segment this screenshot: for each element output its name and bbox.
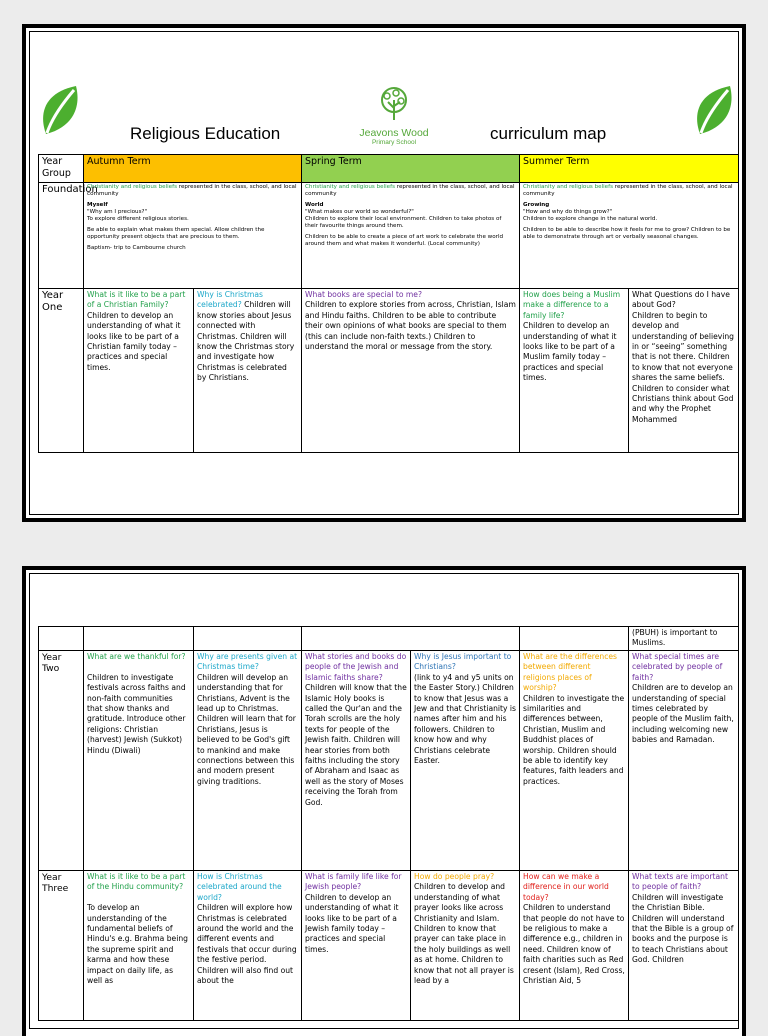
autumn-line3: Baptism- trip to Cambourne church: [87, 245, 186, 251]
year1-spring-question: What books are special to me?: [305, 290, 422, 299]
blank-cell: [39, 627, 84, 651]
autumn-term-header: Autumn Term: [84, 155, 302, 183]
year3-c2-question: How is Christmas celebrated around the world?: [197, 872, 282, 902]
year2-c6-question: What special times are celebrated by people of faith?: [632, 652, 723, 682]
page-title-left: Religious Education: [130, 124, 281, 143]
year3-c3-cell: [302, 871, 411, 1021]
year1-summer2-question: What Questions do I have about God?: [632, 290, 730, 310]
year2-c4-text: (link to y4 and y5 units on the Easter Story.) Children to know that Jesus was a Jew and that Christianity is names after him and his followers. Children to know how and why Christians celebrate Easter.: [414, 672, 516, 766]
autumn-question: "Why am I precious?": [87, 209, 148, 215]
year2-c3-text: Children will know that the Islamic Holy books is called the Qur'an and the Torah scrolls are the holy texts for people of the Jewish faith. Children will hear stories from both faiths including the story of Abraham and Isaac as well as the story of Moses receiving the Torah from God.: [305, 683, 407, 807]
year3-c6-question: What texts are important to people of faith?: [632, 872, 728, 892]
year3-c6-text: Children will investigate the Christian Bible. Children will understand that the Bible is a group of books and the purpose is to teach Christians about God. Children: [632, 892, 734, 965]
year3-c1-question: What is it like to be a part of the Hindu community?: [87, 872, 186, 892]
school-name: Jeavons Wood: [359, 127, 429, 139]
blank-cell: [302, 627, 520, 651]
year3-c3-question: What is family life like for Jewish people?: [305, 872, 402, 892]
foundation-label: Foundation: [39, 183, 84, 289]
year2-c1-text: Children to investigate festivals across faiths and non-faith communities that show thanks and gratitude. Introduce other religions: Christian (harvest) Jewish (Sukkot) Hindu (Diwali): [87, 672, 186, 755]
year3-c4-text: Children to develop and understanding of what prayer looks like across Christianity and Islam. Children to know that prayer can take place in the holy buildings as well as at home. Children to know that not all prayer is lead by a: [414, 882, 514, 986]
year2-c2-cell: [194, 651, 302, 871]
year3-c4-question: How do people pray?: [414, 872, 495, 881]
summer-line1: Children to explore change in the natural world.: [523, 216, 658, 222]
school-subtitle: Primary School: [371, 139, 417, 146]
school-logo: [348, 86, 440, 150]
year-three-label: Year Three: [39, 871, 84, 1021]
year3-c5-cell: [520, 871, 629, 1021]
year3-c2-text: Children will explore how Christmas is celebrated around the world and the different events and festivals that occur during the festive period. Children will also find out about the: [197, 903, 297, 986]
foundation-autumn-cell: [84, 183, 302, 289]
summer-term-header: Summer Term: [520, 155, 739, 183]
year2-c4-question: Why is Jesus important to Christians?: [414, 652, 512, 672]
autumn-lead: Christianity and religious beliefs: [87, 184, 177, 190]
spring-line2: Children to be able to create a piece of art work to celebrate the world around them and what makes it wonderful. (Local community): [305, 234, 504, 247]
year1-summer2-text: Children to begin to develop and understanding of believing in or “seeing” something that is not there. Children to know that not everyone shares the same beliefs. Children to consider what Christians think about God and why the Prophet Mohammed: [632, 310, 734, 424]
summer-lead-rest: represented in the class, school, and local community: [523, 184, 733, 197]
autumn-line1: To explore different religious stories.: [87, 216, 189, 222]
page-two: [22, 566, 746, 1036]
year3-c5-text: Children to understand that people do not have to be religious to make a difference e.g., children in need. Children know of faith charities such as Red cresent (Islam), Red Cross, Christian Aid, 5: [523, 903, 625, 986]
spring-line1: Children to explore their local environment. Children to take photos of their favourite things around them.: [305, 216, 502, 229]
year-two-label: Year Two: [39, 651, 84, 871]
summer-line2: Children to be able to describe how it feels for me to grow? Children to be able to demonstrate through art or verbally seasonal changes.: [523, 227, 731, 240]
year1-autumn1-cell: [84, 289, 194, 453]
year2-c2-question: Why are presents given at Christmas time?: [197, 652, 298, 672]
year2-c5-cell: [520, 651, 629, 871]
year3-c3-text: Children to develop an understanding of what it looks like to be part of a Jewish family today – practices and special times.: [305, 892, 399, 954]
foundation-spring-cell: [302, 183, 520, 289]
year2-c2-text: Children will develop an understanding that for Christians, Advent is the lead up to Christmas. Children will learn that for Christians, Jesus is believed to be God's gift to mankind and make connections between this and modern present giving traditions.: [197, 672, 296, 786]
foundation-summer-cell: [520, 183, 739, 289]
summer-question: "How and why do things grow?": [523, 209, 613, 215]
year1-summer2-cell: [629, 289, 739, 453]
year2-c5-question: What are the differences between different religions places of worship?: [523, 652, 618, 693]
tree-icon: [374, 86, 414, 124]
year3-c1-text: To develop an understanding of the fundamental beliefs of Hindu's e.g. Brahma being the supreme spirit and karma and how these impact on daily life, as well as: [87, 903, 188, 986]
spring-question: "What makes our world so wonderful?": [305, 209, 414, 215]
year1-summer1-cell: [520, 289, 629, 453]
spring-term-header: Spring Term: [302, 155, 520, 183]
year2-c1-question: What are we thankful for?: [87, 652, 186, 661]
year2-c5-text: Children to investigate the similarities and differences between, Christian, Muslim and Buddhist places of worship. Children should be able to identify key features, faith leaders and practices.: [523, 693, 625, 786]
year1-summer1-question: How does being a Muslim make a difference to a family life?: [523, 290, 621, 320]
summer-lead: Christianity and religious beliefs: [523, 184, 614, 190]
leaf-right-icon: [690, 84, 736, 138]
year1-autumn2-text: Children will know stories about Jesus connected with Christmas. Children will know the Christmas story and investigate how Christmas is celebrated by Christians.: [197, 300, 295, 383]
autumn-topic: Myself: [87, 202, 108, 208]
spring-lead-rest: represented in the class, school, and local community: [305, 184, 515, 197]
year3-c2-cell: [194, 871, 302, 1021]
leaf-left-icon: [36, 84, 82, 138]
autumn-line2: Be able to explain what makes them special. Allow children the opportunity present objects that are precious to them.: [87, 227, 265, 240]
year2-c6-cell: [629, 651, 739, 871]
year-group-header: Year Group: [39, 155, 84, 183]
year1-autumn2-cell: [194, 289, 302, 453]
year3-c5-question: How can we make a difference in our world today?: [523, 872, 609, 902]
summer-topic: Growing: [523, 202, 550, 208]
year1-spring-cell: [302, 289, 520, 453]
page-one: [22, 24, 746, 522]
year1-autumn1-question: What is it like to be a part of a Christian Family?: [87, 290, 186, 310]
spring-topic: World: [305, 202, 324, 208]
blank-cell: [520, 627, 629, 651]
blank-cell: [194, 627, 302, 651]
autumn-lead-rest: represented in the class, school, and local community: [87, 184, 297, 197]
year2-c1-cell: [84, 651, 194, 871]
year2-c4-cell: [411, 651, 520, 871]
year1-spring-text: Children to explore stories from across, Christian, Islam and Hindu faiths. Children to be able to contribute their own opinions of what books are special to them (this can include non-faith texts.) Children to understand the moral or message from the story.: [305, 300, 516, 352]
year3-c6-cell: [629, 871, 739, 1021]
year2-c3-question: What stories and books do people of the Jewish and Islamic faiths share?: [305, 652, 407, 682]
year1-summer1-text: Children to develop an understanding of what it looks like to be part of a Muslim family today – practices and special times.: [523, 321, 617, 383]
curriculum-table-2: [38, 626, 739, 1021]
year1-autumn2-question: Why is Christmas celebrated?: [197, 290, 263, 310]
year3-c1-cell: [84, 871, 194, 1021]
spring-lead: Christianity and religious beliefs: [305, 184, 395, 190]
year3-c4-cell: [411, 871, 520, 1021]
year2-c6-text: Children are to develop an understanding of special times celebrated by people of the Muslim faith, including welcoming new babies and Ramadan.: [632, 683, 734, 745]
blank-cell: [84, 627, 194, 651]
page-title-right: curriculum map: [490, 124, 607, 143]
curriculum-table-1: [38, 154, 739, 453]
year2-c3-cell: [302, 651, 411, 871]
year1-autumn1-text: Children to develop an understanding of what it looks like to be part of a Christian family today – practices and special times.: [87, 310, 181, 372]
continued-note: (PBUH) is important to Muslims.: [629, 627, 739, 651]
year-one-label: Year One: [39, 289, 84, 453]
